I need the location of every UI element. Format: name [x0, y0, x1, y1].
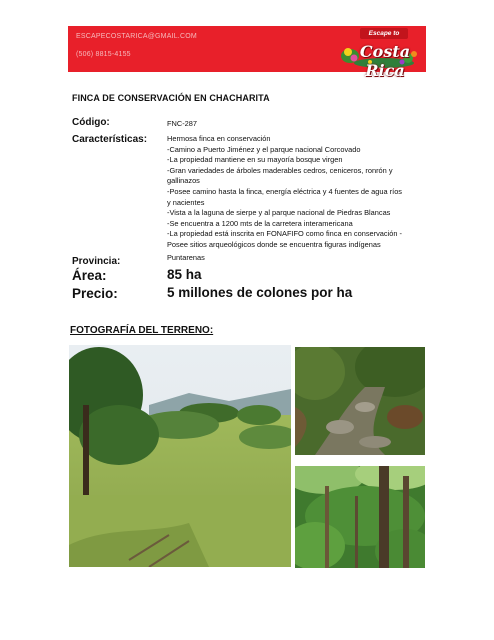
photo-forest: [295, 466, 425, 568]
list-item: -Vista a la laguna de sierpe y al parque nacional de Piedras Blancas: [167, 208, 391, 218]
list-item: -La propiedad mantiene en su mayoría bosque virgen: [167, 155, 343, 165]
contact-phone: (506) 8815-4155: [76, 51, 131, 58]
escape-to-costa-rica-logo: Escape to Costa Rica: [340, 28, 422, 70]
precio-value: 5 millones de colones por ha: [167, 285, 353, 300]
photos-section-title: FOTOGRAFÍA DEL TERRENO:: [70, 325, 214, 336]
list-item: Hermosa finca en conservación: [167, 134, 271, 143]
codigo-value: FNC-287: [167, 119, 197, 128]
list-item: -Posee camino hasta la finca, energía eléctrica y 4 fuentes de agua ríos: [167, 186, 402, 196]
precio-label: Precio:: [72, 286, 118, 301]
contact-email[interactable]: ESCAPECOSTARICA@GMAIL.COM: [76, 33, 197, 40]
list-item: -Camino a Puerto Jiménez y el parque nacional Corcovado: [167, 144, 361, 154]
list-item: -La propiedad está inscrita en FONAFIFO como finca en conservación -: [167, 229, 402, 239]
area-value: 85 ha: [167, 267, 202, 282]
provincia-label: Provincia:: [72, 256, 121, 267]
codigo-label: Código:: [72, 117, 110, 128]
photo-stream: [295, 347, 425, 455]
list-item: gallinazos: [167, 176, 200, 186]
list-item: -Se encuentra a 1200 mts de la carretera interamericana: [167, 218, 353, 228]
caracteristicas-label: Características:: [72, 134, 148, 145]
list-item: y nacientes: [167, 197, 205, 207]
page-title: FINCA DE CONSERVACIÓN EN CHACHARITA: [72, 93, 270, 103]
list-item: -Gran variedades de árboles maderables cedros, ceniceros, ronrón y: [167, 165, 393, 175]
list-item: Posee sitios arqueológicos donde se encuentra figuras indígenas: [167, 239, 381, 249]
caracteristicas-list: [167, 134, 433, 251]
photo-pasture: [69, 345, 291, 567]
header-banner: [68, 26, 426, 80]
area-label: Área:: [72, 268, 107, 283]
provincia-value: Puntarenas: [167, 253, 205, 262]
